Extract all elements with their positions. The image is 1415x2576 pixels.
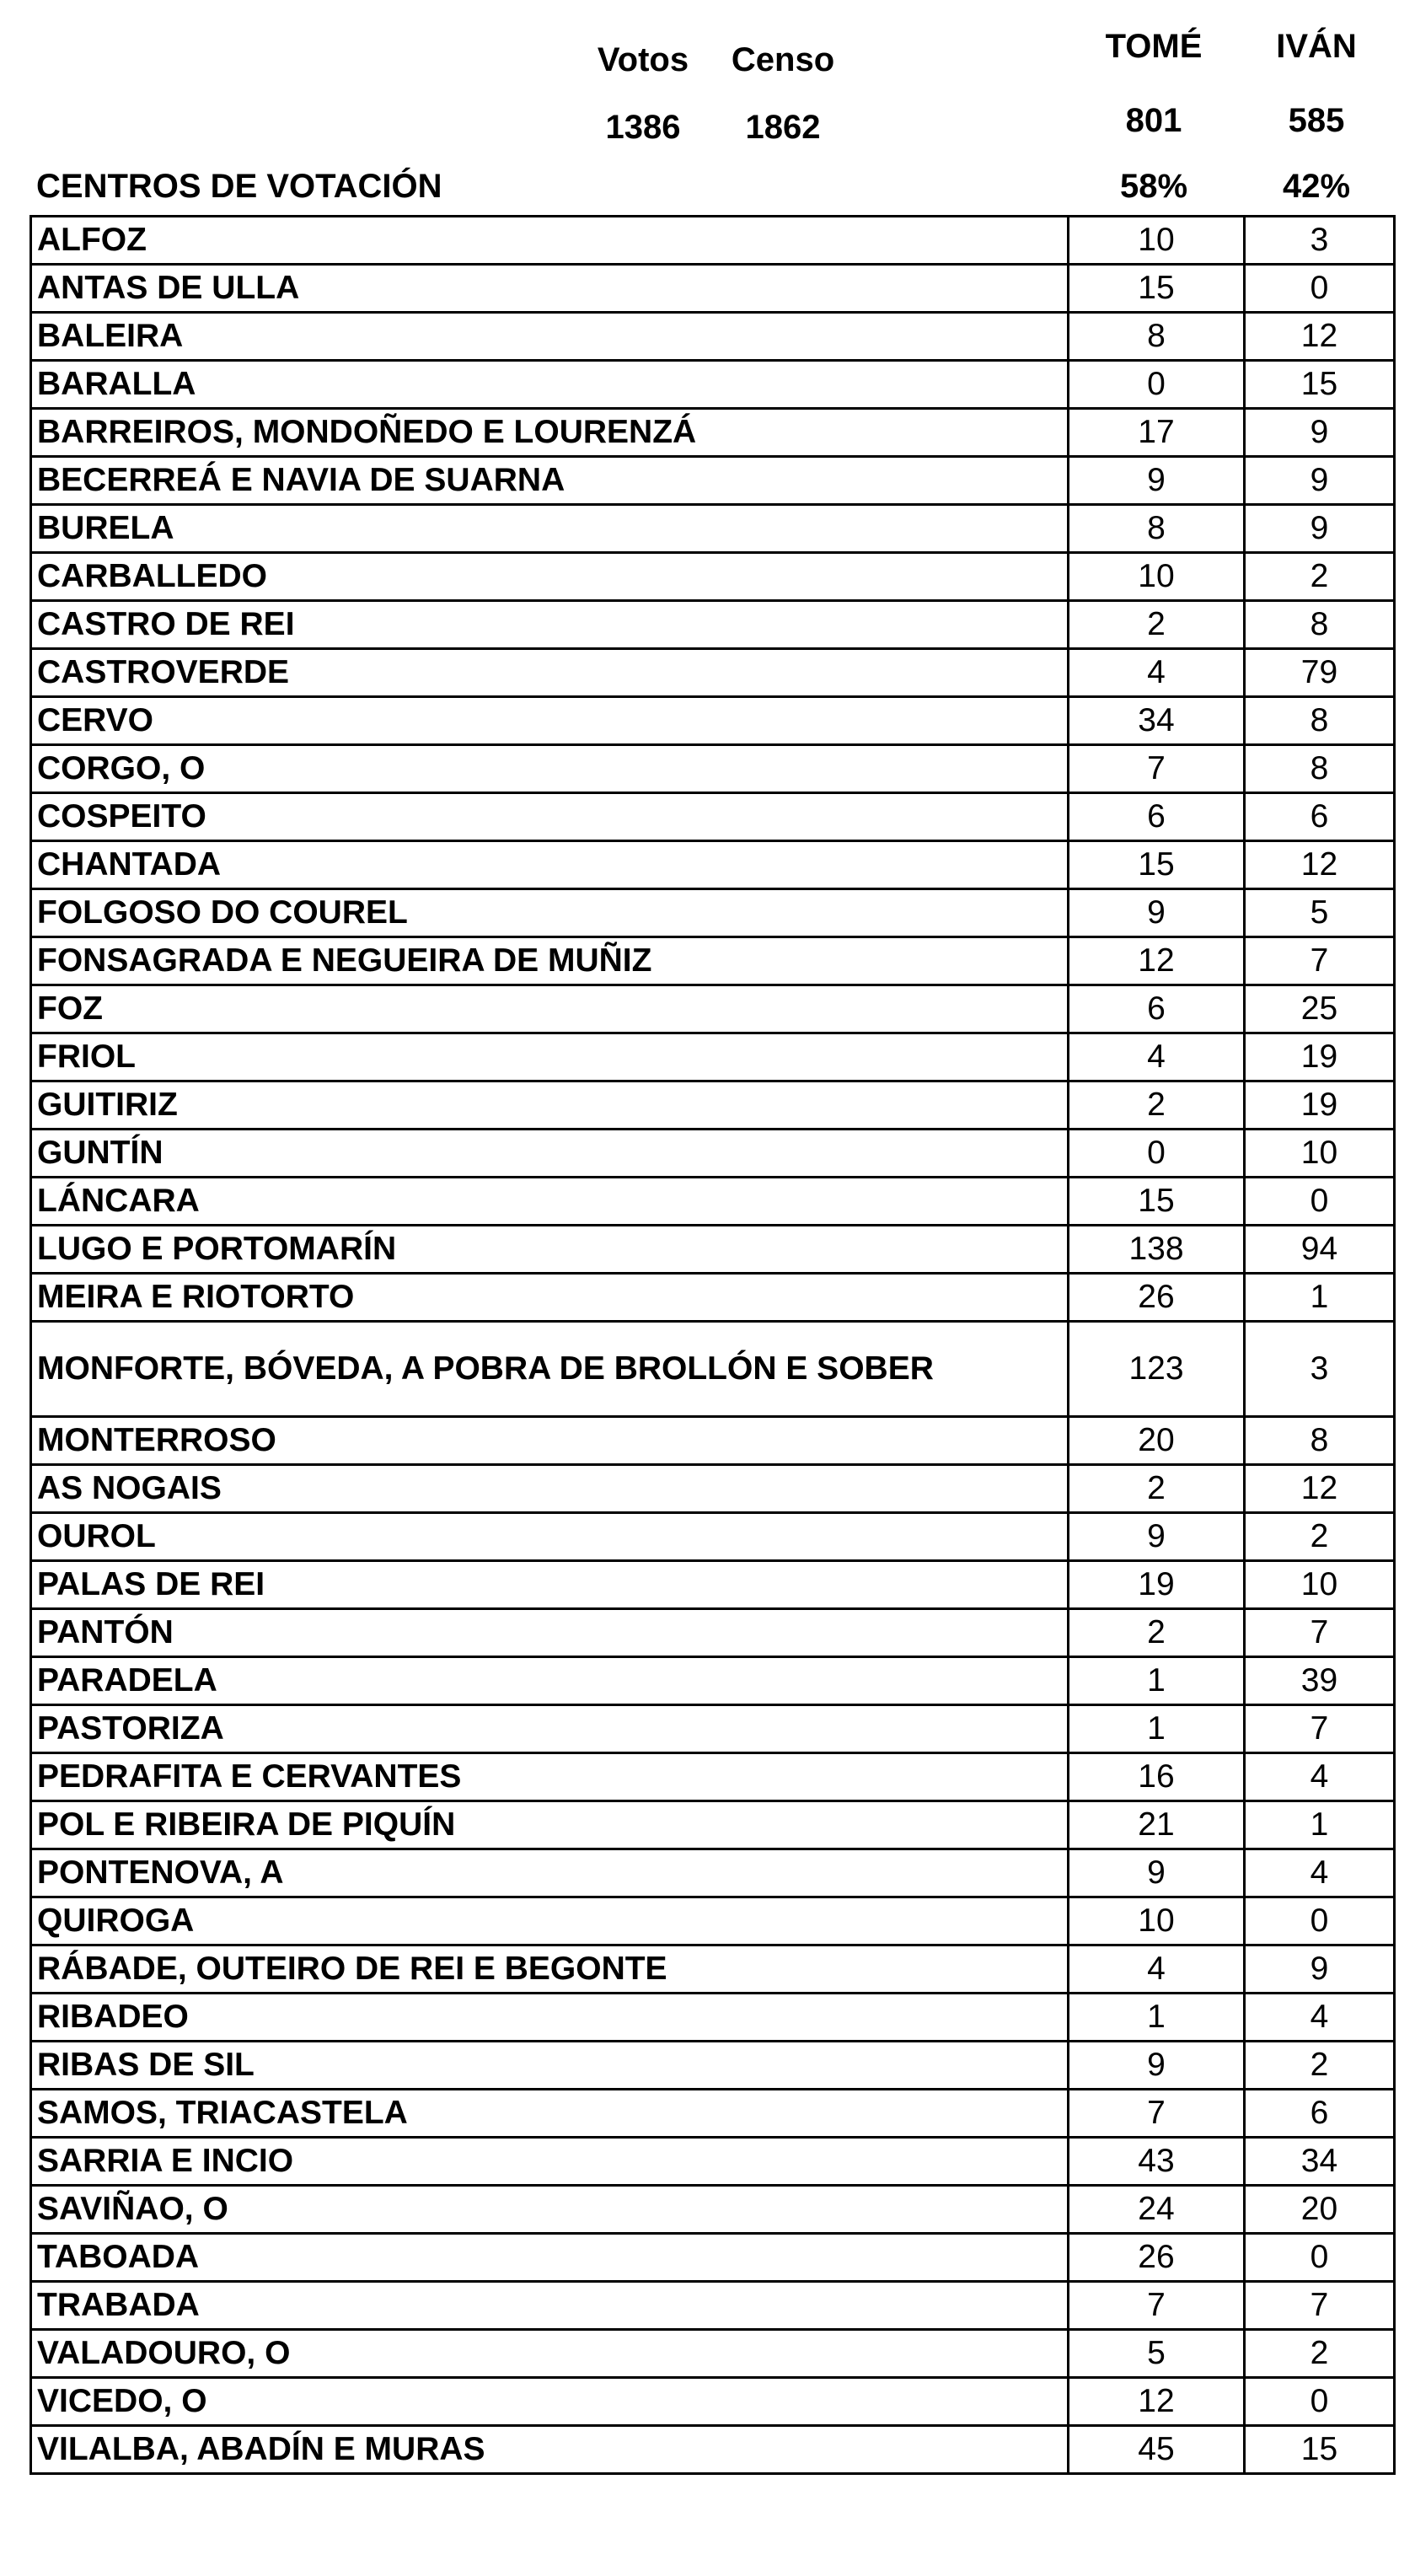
ivan-votes: 7	[1245, 1705, 1395, 1753]
table-row	[31, 313, 1395, 361]
candidate-tome-votes: 801	[1125, 102, 1182, 139]
tome-votes: 1	[1069, 1657, 1245, 1705]
ivan-votes: 1	[1245, 1801, 1395, 1849]
ivan-votes: 4	[1245, 1994, 1395, 2042]
tome-votes: 1	[1069, 1994, 1245, 2042]
municipality-name: BARALLA	[31, 361, 1069, 409]
table-row	[31, 1657, 1395, 1705]
table-row	[31, 793, 1395, 841]
tome-votes: 12	[1069, 937, 1245, 985]
ivan-votes: 4	[1245, 1849, 1395, 1897]
ivan-votes: 19	[1245, 1033, 1395, 1081]
municipality-name: BALEIRA	[31, 313, 1069, 361]
votos-value: 1386	[605, 109, 681, 146]
ivan-votes: 2	[1245, 2330, 1395, 2378]
tome-votes: 26	[1069, 2234, 1245, 2282]
municipality-name: RÁBADE, OUTEIRO DE REI E BEGONTE	[31, 1945, 1069, 1994]
table-row	[31, 1561, 1395, 1609]
table-row	[31, 1753, 1395, 1801]
municipality-name: CASTROVERDE	[31, 649, 1069, 697]
municipality-name: ANTAS DE ULLA	[31, 265, 1069, 313]
table-row	[31, 2186, 1395, 2234]
ivan-votes: 0	[1245, 265, 1395, 313]
municipality-name: CARBALLEDO	[31, 553, 1069, 601]
table-row	[31, 601, 1395, 649]
table-row	[31, 217, 1395, 265]
ivan-votes: 3	[1245, 217, 1395, 265]
municipality-name: QUIROGA	[31, 1897, 1069, 1945]
ivan-votes: 7	[1245, 937, 1395, 985]
ivan-votes: 9	[1245, 1945, 1395, 1994]
ivan-votes: 9	[1245, 409, 1395, 457]
tome-votes: 7	[1069, 2090, 1245, 2138]
ivan-votes: 6	[1245, 793, 1395, 841]
ivan-votes: 39	[1245, 1657, 1395, 1705]
ivan-votes: 7	[1245, 2282, 1395, 2330]
municipality-name: PEDRAFITA E CERVANTES	[31, 1753, 1069, 1801]
municipality-name: PARADELA	[31, 1657, 1069, 1705]
tome-votes: 123	[1069, 1322, 1245, 1417]
municipality-name: PONTENOVA, A	[31, 1849, 1069, 1897]
tome-votes: 21	[1069, 1801, 1245, 1849]
candidate-ivan-name: IVÁN	[1276, 28, 1357, 65]
municipality-name: OUROL	[31, 1513, 1069, 1561]
municipality-name: BARREIROS, MONDOÑEDO E LOURENZÁ	[31, 409, 1069, 457]
tome-votes: 9	[1069, 1513, 1245, 1561]
tome-votes: 4	[1069, 649, 1245, 697]
tome-votes: 24	[1069, 2186, 1245, 2234]
ivan-votes: 0	[1245, 1897, 1395, 1945]
municipality-name: BURELA	[31, 505, 1069, 553]
results-table	[29, 215, 1396, 2475]
section-title: CENTROS DE VOTACIÓN	[36, 168, 442, 205]
table-row	[31, 361, 1395, 409]
municipality-name: TRABADA	[31, 2282, 1069, 2330]
tome-votes: 4	[1069, 1945, 1245, 1994]
ivan-votes: 1	[1245, 1274, 1395, 1322]
tome-votes: 8	[1069, 505, 1245, 553]
municipality-name: VILALBA, ABADÍN E MURAS	[31, 2426, 1069, 2474]
ivan-votes: 8	[1245, 601, 1395, 649]
ivan-votes: 8	[1245, 1417, 1395, 1465]
municipality-name: CORGO, O	[31, 745, 1069, 793]
tome-votes: 9	[1069, 889, 1245, 937]
ivan-votes: 2	[1245, 1513, 1395, 1561]
table-row	[31, 1465, 1395, 1513]
municipality-name: MONFORTE, BÓVEDA, A POBRA DE BROLLÓN E SOBER	[31, 1322, 1069, 1417]
municipality-name: COSPEITO	[31, 793, 1069, 841]
municipality-name: FOLGOSO DO COUREL	[31, 889, 1069, 937]
tome-votes: 15	[1069, 841, 1245, 889]
tome-votes: 9	[1069, 1849, 1245, 1897]
tome-votes: 2	[1069, 1081, 1245, 1130]
ivan-votes: 12	[1245, 1465, 1395, 1513]
table-row	[31, 1322, 1395, 1417]
ivan-votes: 15	[1245, 361, 1395, 409]
table-row	[31, 1081, 1395, 1130]
ivan-votes: 2	[1245, 2042, 1395, 2090]
table-row	[31, 2234, 1395, 2282]
ivan-votes: 20	[1245, 2186, 1395, 2234]
candidate-tome-name: TOMÉ	[1105, 28, 1203, 65]
municipality-name: SAMOS, TRIACASTELA	[31, 2090, 1069, 2138]
tome-votes: 15	[1069, 1178, 1245, 1226]
tome-votes: 6	[1069, 985, 1245, 1033]
ivan-votes: 4	[1245, 1753, 1395, 1801]
ivan-votes: 6	[1245, 2090, 1395, 2138]
table-row	[31, 553, 1395, 601]
municipality-name: BECERREÁ E NAVIA DE SUARNA	[31, 457, 1069, 505]
table-row	[31, 2090, 1395, 2138]
ivan-votes: 9	[1245, 457, 1395, 505]
municipality-name: VALADOURO, O	[31, 2330, 1069, 2378]
table-row	[31, 985, 1395, 1033]
results-body	[31, 217, 1395, 2474]
table-row	[31, 745, 1395, 793]
ivan-votes: 7	[1245, 1609, 1395, 1657]
municipality-name: CERVO	[31, 697, 1069, 745]
ivan-votes: 5	[1245, 889, 1395, 937]
tome-votes: 2	[1069, 1609, 1245, 1657]
municipality-name: GUNTÍN	[31, 1130, 1069, 1178]
tome-votes: 17	[1069, 409, 1245, 457]
ivan-votes: 8	[1245, 745, 1395, 793]
table-row	[31, 649, 1395, 697]
tome-votes: 0	[1069, 1130, 1245, 1178]
tome-votes: 9	[1069, 457, 1245, 505]
tome-votes: 6	[1069, 793, 1245, 841]
table-row	[31, 265, 1395, 313]
ivan-votes: 10	[1245, 1561, 1395, 1609]
tome-votes: 43	[1069, 2138, 1245, 2186]
votos-label: Votos	[597, 41, 689, 78]
municipality-name: PANTÓN	[31, 1609, 1069, 1657]
tome-votes: 10	[1069, 553, 1245, 601]
ivan-votes: 0	[1245, 2234, 1395, 2282]
ivan-votes: 12	[1245, 841, 1395, 889]
tome-votes: 9	[1069, 2042, 1245, 2090]
tome-votes: 2	[1069, 1465, 1245, 1513]
ivan-votes: 25	[1245, 985, 1395, 1033]
table-row	[31, 409, 1395, 457]
municipality-name: VICEDO, O	[31, 2378, 1069, 2426]
censo-label: Censo	[731, 41, 835, 78]
tome-votes: 7	[1069, 2282, 1245, 2330]
tome-votes: 5	[1069, 2330, 1245, 2378]
tome-votes: 2	[1069, 601, 1245, 649]
table-row	[31, 2426, 1395, 2474]
table-row	[31, 1178, 1395, 1226]
table-row	[31, 1513, 1395, 1561]
tome-votes: 45	[1069, 2426, 1245, 2474]
ivan-votes: 19	[1245, 1081, 1395, 1130]
municipality-name: SARRIA E INCIO	[31, 2138, 1069, 2186]
tome-votes: 4	[1069, 1033, 1245, 1081]
table-row	[31, 2378, 1395, 2426]
municipality-name: ALFOZ	[31, 217, 1069, 265]
table-row	[31, 1033, 1395, 1081]
tome-votes: 7	[1069, 745, 1245, 793]
ivan-votes: 2	[1245, 553, 1395, 601]
ivan-votes: 15	[1245, 2426, 1395, 2474]
table-row	[31, 1417, 1395, 1465]
municipality-name: FRIOL	[31, 1033, 1069, 1081]
table-row	[31, 2138, 1395, 2186]
municipality-name: LUGO E PORTOMARÍN	[31, 1226, 1069, 1274]
table-row	[31, 2042, 1395, 2090]
table-row	[31, 2330, 1395, 2378]
tome-votes: 34	[1069, 697, 1245, 745]
municipality-name: AS NOGAIS	[31, 1465, 1069, 1513]
ivan-votes: 9	[1245, 505, 1395, 553]
municipality-name: POL E RIBEIRA DE PIQUÍN	[31, 1801, 1069, 1849]
table-row	[31, 2282, 1395, 2330]
municipality-name: CASTRO DE REI	[31, 601, 1069, 649]
table-row	[31, 1226, 1395, 1274]
table-row	[31, 1609, 1395, 1657]
municipality-name: FOZ	[31, 985, 1069, 1033]
tome-votes: 10	[1069, 1897, 1245, 1945]
table-row	[31, 1274, 1395, 1322]
municipality-name: PALAS DE REI	[31, 1561, 1069, 1609]
ivan-votes: 94	[1245, 1226, 1395, 1274]
table-row	[31, 1705, 1395, 1753]
municipality-name: CHANTADA	[31, 841, 1069, 889]
candidate-tome-percent: 58%	[1119, 168, 1188, 205]
candidate-ivan-votes: 585	[1288, 102, 1345, 139]
table-row	[31, 889, 1395, 937]
table-row	[31, 1801, 1395, 1849]
table-row	[31, 1130, 1395, 1178]
tome-votes: 16	[1069, 1753, 1245, 1801]
municipality-name: SAVIÑAO, O	[31, 2186, 1069, 2234]
table-row	[31, 1849, 1395, 1897]
tome-votes: 0	[1069, 361, 1245, 409]
municipality-name: MEIRA E RIOTORTO	[31, 1274, 1069, 1322]
table-row	[31, 1897, 1395, 1945]
ivan-votes: 0	[1245, 1178, 1395, 1226]
table-row	[31, 1994, 1395, 2042]
tome-votes: 19	[1069, 1561, 1245, 1609]
tome-votes: 20	[1069, 1417, 1245, 1465]
ivan-votes: 79	[1245, 649, 1395, 697]
censo-value: 1862	[745, 109, 821, 146]
ivan-votes: 10	[1245, 1130, 1395, 1178]
table-row	[31, 1945, 1395, 1994]
table-row	[31, 937, 1395, 985]
tome-votes: 1	[1069, 1705, 1245, 1753]
table-row	[31, 505, 1395, 553]
municipality-name: FONSAGRADA E NEGUEIRA DE MUÑIZ	[31, 937, 1069, 985]
municipality-name: LÁNCARA	[31, 1178, 1069, 1226]
tome-votes: 8	[1069, 313, 1245, 361]
ivan-votes: 8	[1245, 697, 1395, 745]
ivan-votes: 34	[1245, 2138, 1395, 2186]
municipality-name: TABOADA	[31, 2234, 1069, 2282]
table-row	[31, 457, 1395, 505]
candidate-ivan-percent: 42%	[1282, 168, 1351, 205]
table-row	[31, 697, 1395, 745]
ivan-votes: 12	[1245, 313, 1395, 361]
municipality-name: RIBAS DE SIL	[31, 2042, 1069, 2090]
municipality-name: GUITIRIZ	[31, 1081, 1069, 1130]
tome-votes: 138	[1069, 1226, 1245, 1274]
tome-votes: 10	[1069, 217, 1245, 265]
municipality-name: RIBADEO	[31, 1994, 1069, 2042]
ivan-votes: 0	[1245, 2378, 1395, 2426]
tome-votes: 26	[1069, 1274, 1245, 1322]
municipality-name: MONTERROSO	[31, 1417, 1069, 1465]
ivan-votes: 3	[1245, 1322, 1395, 1417]
municipality-name: PASTORIZA	[31, 1705, 1069, 1753]
tome-votes: 15	[1069, 265, 1245, 313]
tome-votes: 12	[1069, 2378, 1245, 2426]
table-row	[31, 841, 1395, 889]
